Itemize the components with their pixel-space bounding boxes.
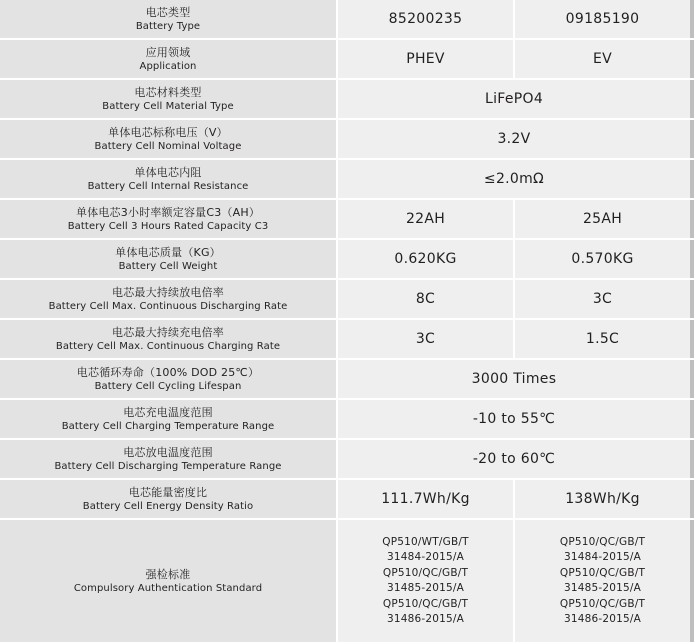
row-label xyxy=(0,320,336,358)
row-label xyxy=(0,120,336,158)
table-row-charging-temp xyxy=(0,400,694,438)
value-cell-1 xyxy=(338,320,513,358)
label-en: Battery Cell Charging Temperature Range xyxy=(61,420,275,432)
value-text: 8C xyxy=(415,291,436,307)
value-cell-2 xyxy=(515,280,690,318)
label-zh: 单体电芯3小时率额定容量C3（AH） xyxy=(75,205,261,219)
edge-strip xyxy=(690,0,694,38)
value-cell-1 xyxy=(338,520,513,642)
value-cell-2 xyxy=(515,40,690,78)
edge-strip xyxy=(690,120,694,158)
table-row-charge-rate xyxy=(0,320,694,358)
value-text: 0.570KG xyxy=(571,251,634,267)
value-text: 1.5C xyxy=(585,331,620,347)
table-row-battery-type xyxy=(0,0,694,38)
edge-strip xyxy=(690,440,694,478)
table-row-cell-weight xyxy=(0,240,694,278)
value-text: 138Wh/Kg xyxy=(565,491,640,507)
label-zh: 电芯能量密度比 xyxy=(128,485,208,499)
value-text: 3000 Times xyxy=(471,371,557,387)
value-text: 3C xyxy=(415,331,436,347)
edge-strip xyxy=(690,240,694,278)
table-row-nominal-voltage xyxy=(0,120,694,158)
edge-strip xyxy=(690,80,694,118)
edge-strip xyxy=(690,520,694,642)
row-label xyxy=(0,360,336,398)
value-cell-merged xyxy=(338,120,690,158)
standard-line: QP510/QC/GB/T xyxy=(559,566,646,579)
table-row-energy-density xyxy=(0,480,694,518)
table-row-internal-resistance xyxy=(0,160,694,198)
value-text: LiFePO4 xyxy=(484,91,544,107)
standard-line: 31486-2015/A xyxy=(386,613,465,625)
value-text: 3.2V xyxy=(497,131,531,147)
value-text: ≤2.0mΩ xyxy=(483,171,545,187)
value-text: 22AH xyxy=(405,211,446,227)
label-zh: 单体电芯质量（KG） xyxy=(115,245,221,259)
row-label xyxy=(0,240,336,278)
value-cell-1 xyxy=(338,40,513,78)
row-label xyxy=(0,0,336,38)
value-cell-merged xyxy=(338,360,690,398)
value-cell-merged xyxy=(338,80,690,118)
table-row-application xyxy=(0,40,694,78)
edge-strip xyxy=(690,200,694,238)
value-text: 25AH xyxy=(582,211,623,227)
value-cell-2 xyxy=(515,320,690,358)
label-en: Battery Cell 3 Hours Rated Capacity C3 xyxy=(67,220,269,232)
value-cell-2 xyxy=(515,200,690,238)
value-cell-1 xyxy=(338,200,513,238)
label-zh: 电芯材料类型 xyxy=(134,85,202,99)
standard-line: QP510/QC/GB/T xyxy=(382,597,469,610)
table-row-material-type xyxy=(0,80,694,118)
label-en: Compulsory Authentication Standard xyxy=(73,582,263,594)
table-row-discharging-temp xyxy=(0,440,694,478)
edge-strip xyxy=(690,40,694,78)
row-label xyxy=(0,80,336,118)
edge-strip xyxy=(690,280,694,318)
value-cell-1 xyxy=(338,480,513,518)
label-zh: 电芯放电温度范围 xyxy=(123,445,213,459)
standard-line: 31484-2015/A xyxy=(563,551,642,563)
standard-line: QP510/WT/GB/T xyxy=(382,535,469,548)
label-en: Application xyxy=(139,60,197,72)
label-zh: 电芯充电温度范围 xyxy=(123,405,213,419)
value-text: 3C xyxy=(592,291,613,307)
label-en: Battery Cell Material Type xyxy=(102,100,234,112)
label-zh: 单体电芯标称电压（V） xyxy=(108,125,228,139)
label-zh: 电芯最大持续充电倍率 xyxy=(112,325,224,339)
edge-strip xyxy=(690,160,694,198)
row-label xyxy=(0,200,336,238)
value-cell-merged xyxy=(338,440,690,478)
table-row-authentication-standard xyxy=(0,520,694,642)
standard-line: QP510/QC/GB/T xyxy=(559,597,646,610)
value-cell-2 xyxy=(515,240,690,278)
label-en: Battery Cell Nominal Voltage xyxy=(94,140,242,152)
table-row-discharge-rate xyxy=(0,280,694,318)
value-cell-merged xyxy=(338,160,690,198)
value-cell-2 xyxy=(515,0,690,38)
row-label xyxy=(0,440,336,478)
standard-line: 31486-2015/A xyxy=(563,613,642,625)
label-zh: 应用领域 xyxy=(145,45,191,59)
row-label xyxy=(0,280,336,318)
label-zh: 电芯循环寿命（100% DOD 25℃） xyxy=(76,365,260,379)
edge-strip xyxy=(690,360,694,398)
value-text: -10 to 55℃ xyxy=(472,411,556,427)
value-cell-2 xyxy=(515,480,690,518)
row-label xyxy=(0,160,336,198)
label-en: Battery Cell Energy Density Ratio xyxy=(82,500,254,512)
label-en: Battery Type xyxy=(135,20,201,32)
standard-line: QP510/QC/GB/T xyxy=(382,566,469,579)
label-zh: 电芯最大持续放电倍率 xyxy=(112,285,224,299)
value-text: 111.7Wh/Kg xyxy=(381,491,470,507)
value-text: 85200235 xyxy=(388,11,463,27)
value-cell-1 xyxy=(338,280,513,318)
table-row-cycling-lifespan xyxy=(0,360,694,398)
label-en: Battery Cell Discharging Temperature Range xyxy=(54,460,282,472)
label-en: Battery Cell Weight xyxy=(118,260,218,272)
edge-strip xyxy=(690,320,694,358)
edge-strip xyxy=(690,400,694,438)
standard-line: 31485-2015/A xyxy=(386,582,465,594)
value-cell-merged xyxy=(338,400,690,438)
label-en: Battery Cell Max. Continuous Discharging Rate xyxy=(48,300,288,312)
standard-line: QP510/QC/GB/T xyxy=(559,535,646,548)
value-text: 0.620KG xyxy=(394,251,457,267)
value-text: -20 to 60℃ xyxy=(472,451,556,467)
row-label xyxy=(0,520,336,642)
label-en: Battery Cell Max. Continuous Charging Rate xyxy=(55,340,281,352)
value-text: EV xyxy=(592,51,613,67)
label-en: Battery Cell Cycling Lifespan xyxy=(94,380,242,392)
label-zh: 强检标准 xyxy=(145,567,191,581)
standard-line: 31485-2015/A xyxy=(563,582,642,594)
row-label xyxy=(0,40,336,78)
value-cell-2 xyxy=(515,520,690,642)
value-text: 09185190 xyxy=(565,11,640,27)
label-en: Battery Cell Internal Resistance xyxy=(87,180,249,192)
standard-line: 31484-2015/A xyxy=(386,551,465,563)
value-cell-1 xyxy=(338,0,513,38)
table-row-rated-capacity xyxy=(0,200,694,238)
value-text: PHEV xyxy=(406,51,445,67)
edge-strip xyxy=(690,480,694,518)
row-label xyxy=(0,480,336,518)
value-cell-1 xyxy=(338,240,513,278)
label-zh: 电芯类型 xyxy=(145,5,191,19)
row-label xyxy=(0,400,336,438)
label-zh: 单体电芯内阻 xyxy=(134,165,202,179)
